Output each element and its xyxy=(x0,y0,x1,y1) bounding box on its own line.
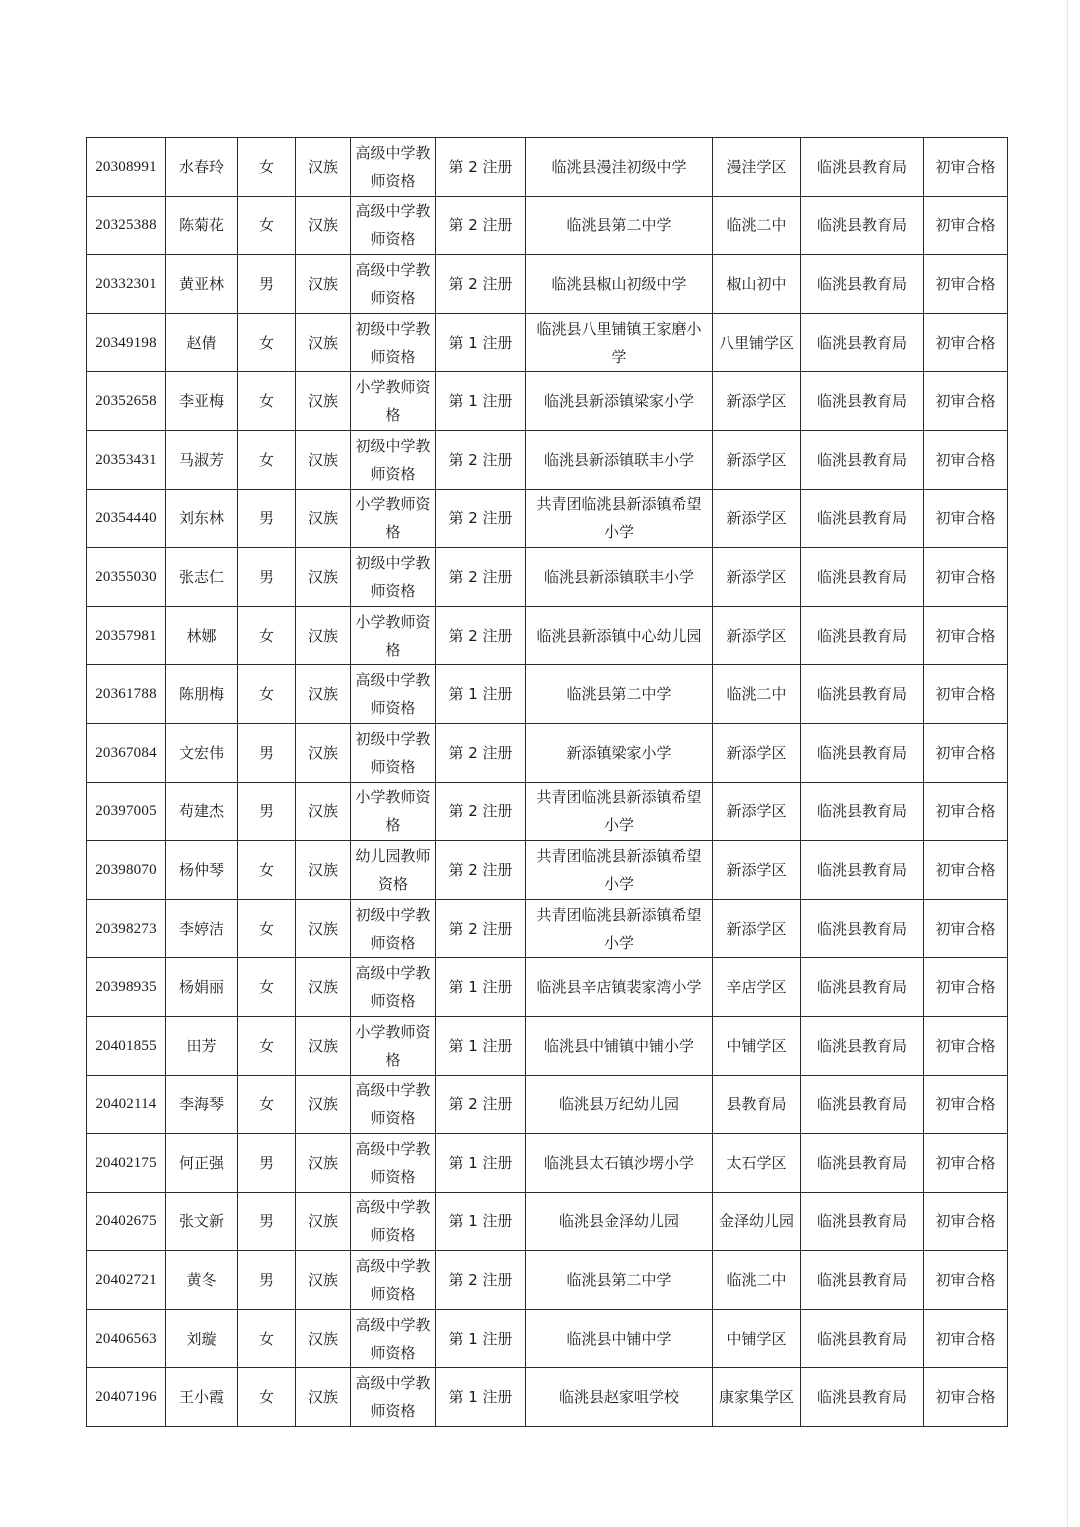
cell-gender: 女 xyxy=(238,665,296,724)
cell-id: 20308991 xyxy=(87,138,166,197)
cell-id: 20367084 xyxy=(87,723,166,782)
cell-gender: 女 xyxy=(238,1075,296,1134)
cell-gender: 女 xyxy=(238,430,296,489)
cell-name: 杨娟丽 xyxy=(166,958,238,1017)
cell-district: 新添学区 xyxy=(713,489,801,548)
cell-name: 李海琴 xyxy=(166,1075,238,1134)
cell-school: 共青团临洮县新添镇希望小学 xyxy=(526,899,713,958)
cell-id: 20361788 xyxy=(87,665,166,724)
cell-name: 刘东林 xyxy=(166,489,238,548)
cell-name: 张志仁 xyxy=(166,548,238,607)
cell-name: 李亚梅 xyxy=(166,372,238,431)
cell-name: 林娜 xyxy=(166,606,238,665)
cell-registration: 第 2 注册 xyxy=(436,489,526,548)
cell-id: 20402175 xyxy=(87,1134,166,1193)
cell-name: 李婷洁 xyxy=(166,899,238,958)
cell-gender: 女 xyxy=(238,196,296,255)
cell-school: 临洮县第二中学 xyxy=(526,1251,713,1310)
cell-id: 20353431 xyxy=(87,430,166,489)
cell-id: 20352658 xyxy=(87,372,166,431)
cell-ethnicity: 汉族 xyxy=(296,138,351,197)
cell-authority: 临洮县教育局 xyxy=(801,255,924,314)
cell-qualification: 初级中学教师资格 xyxy=(351,899,436,958)
cell-gender: 女 xyxy=(238,313,296,372)
cell-id: 20402675 xyxy=(87,1192,166,1251)
cell-authority: 临洮县教育局 xyxy=(801,1075,924,1134)
cell-id: 20398273 xyxy=(87,899,166,958)
table-row xyxy=(87,782,1008,841)
table-row xyxy=(87,841,1008,900)
cell-authority: 临洮县教育局 xyxy=(801,1192,924,1251)
cell-gender: 女 xyxy=(238,1016,296,1075)
cell-registration: 第 1 注册 xyxy=(436,665,526,724)
cell-id: 20325388 xyxy=(87,196,166,255)
cell-name: 陈菊花 xyxy=(166,196,238,255)
cell-registration: 第 2 注册 xyxy=(436,899,526,958)
cell-registration: 第 2 注册 xyxy=(436,782,526,841)
table-row xyxy=(87,1309,1008,1368)
cell-authority: 临洮县教育局 xyxy=(801,1251,924,1310)
cell-district: 临洮二中 xyxy=(713,196,801,255)
cell-result: 初审合格 xyxy=(924,548,1008,607)
cell-district: 临洮二中 xyxy=(713,665,801,724)
cell-name: 陈朋梅 xyxy=(166,665,238,724)
cell-gender: 女 xyxy=(238,958,296,1017)
cell-name: 杨仲琴 xyxy=(166,841,238,900)
cell-ethnicity: 汉族 xyxy=(296,1192,351,1251)
table-row xyxy=(87,1075,1008,1134)
cell-school: 临洮县漫洼初级中学 xyxy=(526,138,713,197)
cell-ethnicity: 汉族 xyxy=(296,489,351,548)
table-row xyxy=(87,548,1008,607)
table-row xyxy=(87,196,1008,255)
cell-ethnicity: 汉族 xyxy=(296,899,351,958)
cell-registration: 第 2 注册 xyxy=(436,841,526,900)
cell-qualification: 小学教师资格 xyxy=(351,489,436,548)
cell-ethnicity: 汉族 xyxy=(296,782,351,841)
cell-registration: 第 1 注册 xyxy=(436,1368,526,1427)
cell-qualification: 高级中学教师资格 xyxy=(351,196,436,255)
cell-id: 20357981 xyxy=(87,606,166,665)
cell-result: 初审合格 xyxy=(924,606,1008,665)
cell-school: 临洮县新添镇中心幼儿园 xyxy=(526,606,713,665)
cell-result: 初审合格 xyxy=(924,841,1008,900)
cell-school: 临洮县第二中学 xyxy=(526,196,713,255)
cell-qualification: 初级中学教师资格 xyxy=(351,313,436,372)
cell-name: 何正强 xyxy=(166,1134,238,1193)
cell-gender: 男 xyxy=(238,255,296,314)
cell-qualification: 初级中学教师资格 xyxy=(351,723,436,782)
cell-school: 共青团临洮县新添镇希望小学 xyxy=(526,841,713,900)
cell-district: 新添学区 xyxy=(713,899,801,958)
cell-registration: 第 2 注册 xyxy=(436,606,526,665)
cell-registration: 第 2 注册 xyxy=(436,1251,526,1310)
cell-authority: 临洮县教育局 xyxy=(801,1134,924,1193)
cell-district: 新添学区 xyxy=(713,430,801,489)
cell-result: 初审合格 xyxy=(924,665,1008,724)
cell-district: 中铺学区 xyxy=(713,1016,801,1075)
cell-authority: 临洮县教育局 xyxy=(801,1016,924,1075)
cell-id: 20406563 xyxy=(87,1309,166,1368)
cell-district: 辛店学区 xyxy=(713,958,801,1017)
cell-qualification: 小学教师资格 xyxy=(351,372,436,431)
cell-qualification: 高级中学教师资格 xyxy=(351,1192,436,1251)
table-row xyxy=(87,665,1008,724)
cell-result: 初审合格 xyxy=(924,489,1008,548)
cell-id: 20332301 xyxy=(87,255,166,314)
cell-authority: 临洮县教育局 xyxy=(801,430,924,489)
cell-registration: 第 1 注册 xyxy=(436,1016,526,1075)
cell-registration: 第 1 注册 xyxy=(436,958,526,1017)
cell-id: 20349198 xyxy=(87,313,166,372)
cell-result: 初审合格 xyxy=(924,1251,1008,1310)
cell-district: 新添学区 xyxy=(713,372,801,431)
cell-name: 田芳 xyxy=(166,1016,238,1075)
cell-result: 初审合格 xyxy=(924,372,1008,431)
cell-ethnicity: 汉族 xyxy=(296,723,351,782)
cell-gender: 男 xyxy=(238,1251,296,1310)
cell-school: 临洮县辛店镇裴家湾小学 xyxy=(526,958,713,1017)
cell-result: 初审合格 xyxy=(924,313,1008,372)
cell-ethnicity: 汉族 xyxy=(296,606,351,665)
cell-registration: 第 2 注册 xyxy=(436,430,526,489)
cell-authority: 临洮县教育局 xyxy=(801,841,924,900)
cell-authority: 临洮县教育局 xyxy=(801,606,924,665)
cell-district: 金泽幼儿园 xyxy=(713,1192,801,1251)
cell-qualification: 小学教师资格 xyxy=(351,782,436,841)
cell-qualification: 高级中学教师资格 xyxy=(351,1134,436,1193)
table-row xyxy=(87,313,1008,372)
table-row xyxy=(87,372,1008,431)
cell-result: 初审合格 xyxy=(924,782,1008,841)
cell-ethnicity: 汉族 xyxy=(296,372,351,431)
table-row xyxy=(87,723,1008,782)
cell-result: 初审合格 xyxy=(924,1075,1008,1134)
cell-qualification: 初级中学教师资格 xyxy=(351,430,436,489)
cell-school: 临洮县万纪幼儿园 xyxy=(526,1075,713,1134)
cell-qualification: 小学教师资格 xyxy=(351,1016,436,1075)
cell-registration: 第 2 注册 xyxy=(436,138,526,197)
cell-authority: 临洮县教育局 xyxy=(801,723,924,782)
cell-id: 20398935 xyxy=(87,958,166,1017)
cell-name: 赵倩 xyxy=(166,313,238,372)
cell-ethnicity: 汉族 xyxy=(296,255,351,314)
cell-district: 新添学区 xyxy=(713,841,801,900)
cell-qualification: 高级中学教师资格 xyxy=(351,255,436,314)
cell-result: 初审合格 xyxy=(924,899,1008,958)
table-row xyxy=(87,1251,1008,1310)
cell-name: 文宏伟 xyxy=(166,723,238,782)
cell-school: 临洮县新添镇联丰小学 xyxy=(526,548,713,607)
table-row xyxy=(87,489,1008,548)
cell-gender: 女 xyxy=(238,1309,296,1368)
cell-qualification: 高级中学教师资格 xyxy=(351,958,436,1017)
cell-ethnicity: 汉族 xyxy=(296,1251,351,1310)
cell-authority: 临洮县教育局 xyxy=(801,665,924,724)
cell-qualification: 初级中学教师资格 xyxy=(351,548,436,607)
cell-result: 初审合格 xyxy=(924,723,1008,782)
cell-registration: 第 1 注册 xyxy=(436,1309,526,1368)
cell-district: 中铺学区 xyxy=(713,1309,801,1368)
table-row xyxy=(87,606,1008,665)
cell-qualification: 高级中学教师资格 xyxy=(351,1368,436,1427)
cell-district: 临洮二中 xyxy=(713,1251,801,1310)
cell-result: 初审合格 xyxy=(924,1134,1008,1193)
cell-ethnicity: 汉族 xyxy=(296,665,351,724)
cell-name: 刘璇 xyxy=(166,1309,238,1368)
table-row xyxy=(87,1192,1008,1251)
cell-school: 临洮县金泽幼儿园 xyxy=(526,1192,713,1251)
cell-authority: 临洮县教育局 xyxy=(801,1368,924,1427)
cell-id: 20354440 xyxy=(87,489,166,548)
cell-result: 初审合格 xyxy=(924,138,1008,197)
cell-registration: 第 1 注册 xyxy=(436,313,526,372)
cell-result: 初审合格 xyxy=(924,1368,1008,1427)
cell-school: 共青团临洮县新添镇希望小学 xyxy=(526,489,713,548)
cell-gender: 男 xyxy=(238,1134,296,1193)
cell-authority: 临洮县教育局 xyxy=(801,1309,924,1368)
cell-registration: 第 1 注册 xyxy=(436,1192,526,1251)
cell-ethnicity: 汉族 xyxy=(296,1368,351,1427)
cell-gender: 男 xyxy=(238,1192,296,1251)
cell-school: 临洮县赵家咀学校 xyxy=(526,1368,713,1427)
cell-school: 共青团临洮县新添镇希望小学 xyxy=(526,782,713,841)
cell-name: 张文新 xyxy=(166,1192,238,1251)
cell-district: 新添学区 xyxy=(713,548,801,607)
cell-gender: 女 xyxy=(238,372,296,431)
cell-name: 水春玲 xyxy=(166,138,238,197)
cell-result: 初审合格 xyxy=(924,1309,1008,1368)
cell-district: 八里铺学区 xyxy=(713,313,801,372)
cell-gender: 男 xyxy=(238,723,296,782)
table-row xyxy=(87,899,1008,958)
cell-school: 临洮县中铺镇中铺小学 xyxy=(526,1016,713,1075)
table-row xyxy=(87,958,1008,1017)
table-row xyxy=(87,255,1008,314)
cell-qualification: 高级中学教师资格 xyxy=(351,1075,436,1134)
cell-district: 新添学区 xyxy=(713,723,801,782)
cell-authority: 临洮县教育局 xyxy=(801,899,924,958)
cell-id: 20407196 xyxy=(87,1368,166,1427)
cell-school: 临洮县新添镇联丰小学 xyxy=(526,430,713,489)
cell-gender: 男 xyxy=(238,548,296,607)
cell-gender: 女 xyxy=(238,1368,296,1427)
table-row xyxy=(87,1134,1008,1193)
cell-qualification: 高级中学教师资格 xyxy=(351,1309,436,1368)
cell-authority: 临洮县教育局 xyxy=(801,138,924,197)
table-row xyxy=(87,1016,1008,1075)
table-body xyxy=(87,138,1008,1427)
cell-school: 临洮县中铺中学 xyxy=(526,1309,713,1368)
cell-ethnicity: 汉族 xyxy=(296,1075,351,1134)
cell-ethnicity: 汉族 xyxy=(296,1134,351,1193)
cell-gender: 男 xyxy=(238,489,296,548)
cell-gender: 女 xyxy=(238,899,296,958)
cell-ethnicity: 汉族 xyxy=(296,548,351,607)
cell-ethnicity: 汉族 xyxy=(296,1309,351,1368)
cell-name: 苟建杰 xyxy=(166,782,238,841)
teacher-registration-table xyxy=(86,137,1008,1427)
cell-registration: 第 2 注册 xyxy=(436,723,526,782)
cell-id: 20402114 xyxy=(87,1075,166,1134)
cell-gender: 女 xyxy=(238,606,296,665)
cell-qualification: 幼儿园教师资格 xyxy=(351,841,436,900)
table-row xyxy=(87,1368,1008,1427)
cell-district: 新添学区 xyxy=(713,606,801,665)
cell-registration: 第 2 注册 xyxy=(436,548,526,607)
cell-qualification: 小学教师资格 xyxy=(351,606,436,665)
table-row xyxy=(87,430,1008,489)
cell-school: 临洮县第二中学 xyxy=(526,665,713,724)
cell-school: 临洮县太石镇沙塄小学 xyxy=(526,1134,713,1193)
cell-id: 20402721 xyxy=(87,1251,166,1310)
cell-qualification: 高级中学教师资格 xyxy=(351,1251,436,1310)
cell-gender: 男 xyxy=(238,782,296,841)
cell-school: 新添镇梁家小学 xyxy=(526,723,713,782)
cell-ethnicity: 汉族 xyxy=(296,196,351,255)
cell-id: 20397005 xyxy=(87,782,166,841)
cell-name: 黄冬 xyxy=(166,1251,238,1310)
cell-district: 新添学区 xyxy=(713,782,801,841)
cell-id: 20355030 xyxy=(87,548,166,607)
cell-district: 椒山初中 xyxy=(713,255,801,314)
cell-school: 临洮县八里铺镇王家磨小学 xyxy=(526,313,713,372)
cell-name: 王小霞 xyxy=(166,1368,238,1427)
cell-ethnicity: 汉族 xyxy=(296,313,351,372)
cell-registration: 第 2 注册 xyxy=(436,196,526,255)
cell-result: 初审合格 xyxy=(924,196,1008,255)
cell-result: 初审合格 xyxy=(924,430,1008,489)
cell-result: 初审合格 xyxy=(924,958,1008,1017)
cell-authority: 临洮县教育局 xyxy=(801,313,924,372)
cell-result: 初审合格 xyxy=(924,1016,1008,1075)
cell-name: 马淑芳 xyxy=(166,430,238,489)
cell-authority: 临洮县教育局 xyxy=(801,782,924,841)
cell-qualification: 高级中学教师资格 xyxy=(351,138,436,197)
cell-registration: 第 1 注册 xyxy=(436,372,526,431)
cell-authority: 临洮县教育局 xyxy=(801,196,924,255)
cell-qualification: 高级中学教师资格 xyxy=(351,665,436,724)
cell-school: 临洮县椒山初级中学 xyxy=(526,255,713,314)
cell-district: 县教育局 xyxy=(713,1075,801,1134)
table-row xyxy=(87,138,1008,197)
cell-result: 初审合格 xyxy=(924,1192,1008,1251)
page-edge-line xyxy=(1067,0,1068,1527)
cell-ethnicity: 汉族 xyxy=(296,430,351,489)
cell-authority: 临洮县教育局 xyxy=(801,372,924,431)
cell-gender: 女 xyxy=(238,138,296,197)
cell-authority: 临洮县教育局 xyxy=(801,489,924,548)
cell-registration: 第 2 注册 xyxy=(436,255,526,314)
cell-ethnicity: 汉族 xyxy=(296,841,351,900)
cell-result: 初审合格 xyxy=(924,255,1008,314)
cell-registration: 第 2 注册 xyxy=(436,1075,526,1134)
cell-id: 20398070 xyxy=(87,841,166,900)
cell-district: 漫洼学区 xyxy=(713,138,801,197)
cell-district: 太石学区 xyxy=(713,1134,801,1193)
cell-ethnicity: 汉族 xyxy=(296,958,351,1017)
cell-ethnicity: 汉族 xyxy=(296,1016,351,1075)
cell-name: 黄亚林 xyxy=(166,255,238,314)
cell-authority: 临洮县教育局 xyxy=(801,548,924,607)
cell-id: 20401855 xyxy=(87,1016,166,1075)
cell-registration: 第 1 注册 xyxy=(436,1134,526,1193)
cell-gender: 女 xyxy=(238,841,296,900)
cell-authority: 临洮县教育局 xyxy=(801,958,924,1017)
cell-school: 临洮县新添镇梁家小学 xyxy=(526,372,713,431)
cell-district: 康家集学区 xyxy=(713,1368,801,1427)
